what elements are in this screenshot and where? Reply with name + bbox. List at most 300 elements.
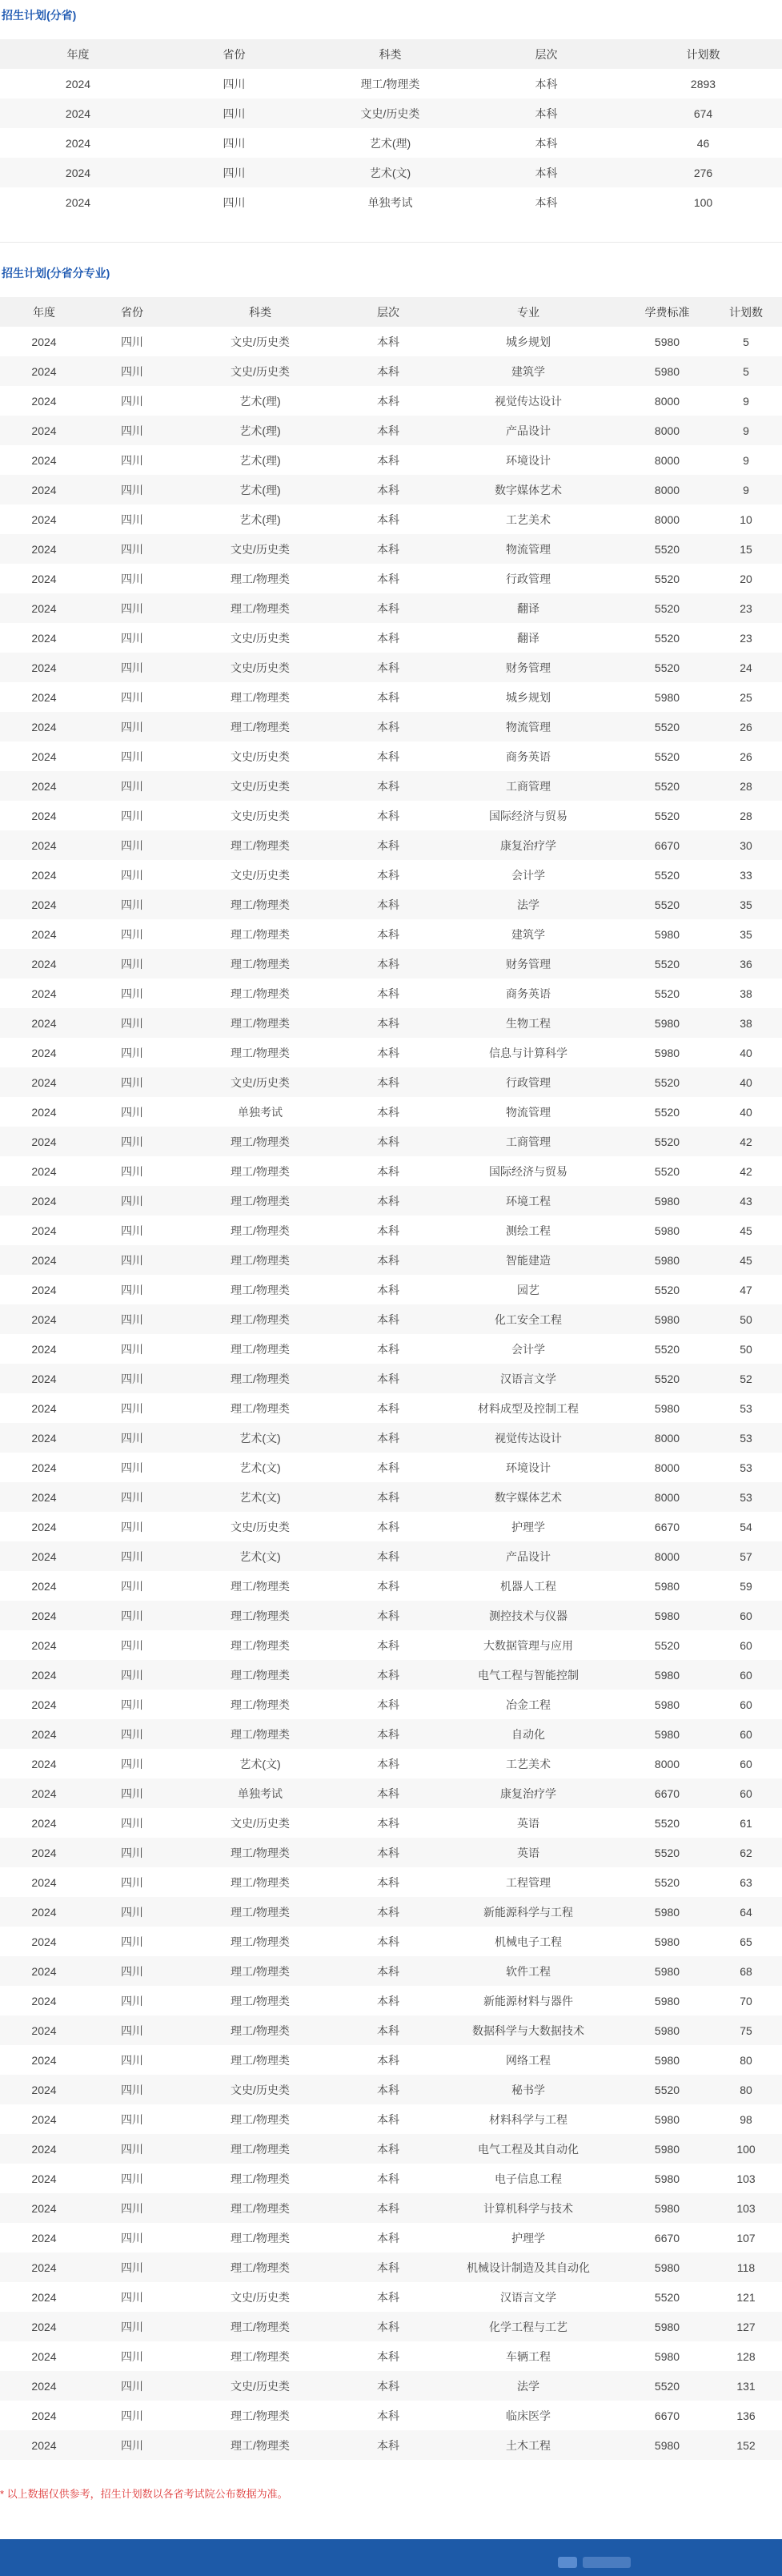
table-row [0, 1304, 782, 1334]
table-cell: 四川 [121, 1816, 143, 1830]
table-cell: 100 [710, 2134, 782, 2164]
table-cell: 四川 [88, 1956, 176, 1986]
table-cell: 2024 [31, 809, 57, 822]
table-cell: 本科 [377, 809, 399, 822]
table-cell: 2024 [0, 2371, 88, 2401]
table-cell: 理工/物理类 [176, 1186, 344, 1216]
table-cell: 5980 [624, 1897, 710, 1927]
table-cell: 6670 [624, 1778, 710, 1808]
table-cell: 本科 [377, 1046, 399, 1059]
table-cell: 理工/物理类 [231, 1046, 290, 1059]
table-cell: 8000 [654, 512, 680, 526]
table-cell: 5520 [624, 1127, 710, 1156]
table-cell: 276 [624, 158, 782, 187]
table-cell: 视觉传达设计 [432, 1423, 624, 1453]
table-cell: 理工/物理类 [231, 690, 290, 704]
table-cell: 本科 [377, 987, 399, 1000]
table-cell: 理工/物理类 [176, 830, 344, 860]
table-cell: 艺术(理) [239, 453, 281, 467]
table-row [0, 979, 782, 1008]
table-cell: 15 [710, 534, 782, 564]
section-divider [0, 242, 782, 243]
table-cell: 118 [710, 2252, 782, 2282]
table-cell: 10 [740, 512, 752, 526]
table-cell: 26 [740, 749, 752, 763]
table-cell: 四川 [88, 1482, 176, 1512]
table-cell: 26 [710, 712, 782, 741]
table-cell: 四川 [223, 77, 246, 90]
table-cell: 2024 [0, 1304, 88, 1334]
table-cell: 2024 [31, 2112, 57, 2126]
table-cell: 5980 [654, 1698, 680, 1711]
table-cell: 50 [710, 1304, 782, 1334]
table-cell: 本科 [344, 356, 432, 386]
table-cell: 6670 [624, 830, 710, 860]
table-cell: 2024 [31, 1461, 57, 1474]
table-cell: 国际经济与贸易 [489, 809, 567, 822]
table-cell: 本科 [377, 1401, 399, 1415]
table-cell: 艺术(文) [176, 1541, 344, 1571]
table-cell: 理工/物理类 [176, 2015, 344, 2045]
table-row [0, 1245, 782, 1275]
table-cell: 四川 [88, 1008, 176, 1038]
table-cell: 四川 [88, 830, 176, 860]
table-cell: 40 [740, 1046, 752, 1059]
table-cell: 100 [693, 195, 713, 209]
table-cell: 法学 [432, 890, 624, 919]
table-cell: 本科 [344, 1778, 432, 1808]
table-cell: 5980 [624, 2134, 710, 2164]
table-cell: 信息与计算科学 [489, 1046, 567, 1059]
table-row [0, 801, 782, 830]
table-cell: 5980 [654, 2053, 680, 2067]
table-row [0, 2193, 782, 2223]
section-title-by-major: 招生计划(分省分专业) [2, 267, 110, 279]
table-cell: 四川 [88, 949, 176, 979]
table-row [0, 1867, 782, 1897]
table-row [0, 653, 782, 682]
table-cell: 理工/物理类 [231, 1875, 290, 1889]
table-cell: 本科 [377, 1105, 399, 1119]
table-cell: 财务管理 [432, 949, 624, 979]
table-cell: 5520 [624, 534, 710, 564]
table-cell: 5980 [654, 1935, 680, 1948]
table-cell: 艺术(理) [369, 136, 411, 150]
table-cell: 理工/物理类 [176, 712, 344, 741]
table-cell: 本科 [344, 1186, 432, 1216]
table-cell: 四川 [88, 2430, 176, 2460]
table-cell: 四川 [88, 534, 176, 564]
table-cell: 文史/历史类 [176, 653, 344, 682]
table-cell: 2024 [31, 1875, 57, 1889]
table-cell: 2024 [31, 512, 57, 526]
table-cell: 80 [710, 2075, 782, 2104]
table-cell: 理工/物理类 [231, 2172, 290, 2185]
table-row [0, 830, 782, 860]
table-row [0, 1453, 782, 1482]
table-row [0, 2282, 782, 2312]
table-row [0, 1216, 782, 1245]
table-cell: 33 [740, 868, 752, 882]
table-cell: 本科 [377, 1461, 399, 1474]
table-cell: 四川 [121, 2112, 143, 2126]
table-cell: 文史/历史类 [176, 1067, 344, 1097]
table-cell: 2024 [0, 2193, 88, 2223]
table-cell: 5980 [624, 2312, 710, 2341]
table-cell: 5520 [624, 712, 710, 741]
table-cell: 5980 [654, 335, 680, 348]
table-row [0, 1127, 782, 1156]
table-cell: 文史/历史类 [231, 1520, 290, 1533]
table-cell: 汉语言文学 [432, 1364, 624, 1393]
table-cell: 本科 [377, 1875, 399, 1889]
table-cell: 理工/物理类 [231, 1283, 290, 1296]
table-cell: 本科 [344, 1601, 432, 1630]
table-row [0, 356, 782, 386]
table-cell: 2024 [0, 2312, 88, 2341]
table-cell: 2024 [0, 1008, 88, 1038]
table-cell: 四川 [88, 356, 176, 386]
table-cell: 电气工程及其自动化 [432, 2134, 624, 2164]
table-cell: 四川 [121, 1875, 143, 1889]
table-cell: 理工/物理类 [231, 1638, 290, 1652]
table-cell: 本科 [535, 136, 558, 150]
table-cell: 2024 [31, 631, 57, 645]
table-cell: 文史/历史类 [231, 868, 290, 882]
table-cell: 理工/物理类 [176, 1956, 344, 1986]
table-cell: 四川 [88, 1719, 176, 1749]
table-cell: 四川 [121, 809, 143, 822]
table-cell: 52 [710, 1364, 782, 1393]
province-plan-table [0, 39, 782, 217]
table-cell: 2024 [31, 1520, 57, 1533]
table-cell: 四川 [121, 453, 143, 467]
table-cell: 本科 [344, 2075, 432, 2104]
table-cell: 2024 [0, 1541, 88, 1571]
table-cell: 5520 [654, 1342, 680, 1356]
table-cell: 5520 [654, 809, 680, 822]
table-cell: 理工/物理类 [231, 2112, 290, 2126]
table-cell: 理工/物理类 [176, 2193, 344, 2223]
section-title-by-province: 招生计划(分省) [2, 9, 77, 22]
table-cell: 2024 [31, 749, 57, 763]
table-cell: 128 [736, 2349, 756, 2363]
table-cell: 四川 [88, 1423, 176, 1453]
table-cell: 理工/物理类 [176, 2430, 344, 2460]
table-cell: 四川 [88, 593, 176, 623]
table-cell: 四川 [88, 1660, 176, 1690]
table-cell: 2024 [0, 1482, 88, 1512]
table-cell: 会计学 [511, 1342, 545, 1356]
table-cell: 理工/物理类 [176, 1008, 344, 1038]
table-cell: 艺术(文) [176, 1482, 344, 1512]
table-cell: 本科 [344, 1897, 432, 1927]
table-row [0, 2015, 782, 2045]
table-cell: 本科 [344, 771, 432, 801]
table-cell: 物流管理 [506, 1105, 551, 1119]
table-cell: 环境设计 [506, 1461, 551, 1474]
table-cell: 47 [740, 1283, 752, 1296]
table-cell: 5980 [624, 1008, 710, 1038]
table-cell: 本科 [377, 1164, 399, 1178]
table-cell: 2024 [31, 1164, 57, 1178]
table-row [0, 1986, 782, 2015]
table-cell: 28 [710, 771, 782, 801]
table-cell: 本科 [377, 453, 399, 467]
table-cell: 60 [710, 1778, 782, 1808]
table-cell: 生物工程 [432, 1008, 624, 1038]
table-cell: 2024 [31, 1283, 57, 1296]
table-cell: 5520 [624, 890, 710, 919]
table-cell: 四川 [121, 1224, 143, 1237]
table-cell: 2024 [31, 987, 57, 1000]
table-cell: 新能源科学与工程 [432, 1897, 624, 1927]
table-cell: 60 [740, 1638, 752, 1652]
table-cell: 冶金工程 [506, 1698, 551, 1711]
table-cell: 2024 [31, 335, 57, 348]
table-cell: 2024 [31, 2349, 57, 2363]
table-cell: 60 [710, 1601, 782, 1630]
table-cell: 2024 [0, 1897, 88, 1927]
table-cell: 本科 [377, 1935, 399, 1948]
table-cell: 2024 [0, 1660, 88, 1690]
column-header: 科类 [312, 39, 468, 69]
table-cell: 8000 [624, 1423, 710, 1453]
table-cell: 2024 [0, 2134, 88, 2164]
table-cell: 152 [710, 2430, 782, 2460]
table-cell: 2024 [0, 1601, 88, 1630]
table-row [0, 2341, 782, 2371]
table-cell: 材料成型及控制工程 [478, 1401, 579, 1415]
table-row [0, 593, 782, 623]
table-cell: 建筑学 [511, 927, 545, 941]
table-cell: 理工/物理类 [231, 2409, 290, 2422]
table-cell: 工商管理 [432, 1127, 624, 1156]
table-cell: 5980 [624, 2252, 710, 2282]
table-row [0, 1660, 782, 1690]
table-cell: 5980 [654, 1579, 680, 1593]
table-cell: 38 [740, 987, 752, 1000]
table-cell: 2024 [65, 195, 91, 209]
table-cell: 理工/物理类 [231, 1342, 290, 1356]
table-row [0, 445, 782, 475]
table-cell: 本科 [377, 927, 399, 941]
table-row [0, 1097, 782, 1127]
table-cell: 四川 [88, 475, 176, 504]
table-cell: 2893 [690, 77, 716, 90]
table-cell: 35 [740, 927, 752, 941]
table-cell: 5520 [624, 949, 710, 979]
table-cell: 四川 [121, 1164, 143, 1178]
table-cell: 24 [710, 653, 782, 682]
table-cell: 翻译 [517, 631, 539, 645]
table-cell: 四川 [121, 2172, 143, 2185]
table-row [0, 2164, 782, 2193]
table-cell: 本科 [344, 1719, 432, 1749]
table-cell: 艺术(文) [312, 158, 468, 187]
table-cell: 理工/物理类 [176, 1838, 344, 1867]
table-cell: 文史/历史类 [176, 2371, 344, 2401]
table-cell: 四川 [88, 1245, 176, 1275]
table-cell: 四川 [121, 987, 143, 1000]
table-cell: 5520 [624, 1067, 710, 1097]
table-cell: 文史/历史类 [231, 1816, 290, 1830]
table-cell: 理工/物理类 [231, 1698, 290, 1711]
table-cell: 2024 [0, 830, 88, 860]
table-cell: 2024 [0, 2430, 88, 2460]
table-row [0, 2075, 782, 2104]
table-cell: 8000 [654, 453, 680, 467]
table-cell: 工艺美术 [506, 1757, 551, 1770]
table-cell: 2024 [31, 868, 57, 882]
column-header: 专业 [432, 297, 624, 327]
table-cell: 英语 [517, 1816, 539, 1830]
table-cell: 四川 [88, 1127, 176, 1156]
table-cell: 四川 [121, 2231, 143, 2244]
table-cell: 本科 [344, 1008, 432, 1038]
table-row [0, 1601, 782, 1630]
table-cell: 单独考试 [238, 1105, 283, 1119]
table-cell: 5980 [654, 2112, 680, 2126]
table-cell: 8000 [624, 1482, 710, 1512]
table-cell: 40 [710, 1067, 782, 1097]
table-cell: 本科 [344, 1067, 432, 1097]
table-cell: 艺术(理) [176, 475, 344, 504]
table-cell: 四川 [121, 2349, 143, 2363]
table-cell: 理工/物理类 [176, 2252, 344, 2282]
table-cell: 121 [736, 2290, 756, 2304]
table-cell: 9 [743, 453, 749, 467]
table-cell: 98 [740, 2112, 752, 2126]
table-cell: 测控技术与仪器 [432, 1601, 624, 1630]
table-row [0, 623, 782, 653]
table-cell: 53 [740, 1461, 752, 1474]
table-row [0, 1630, 782, 1660]
table-cell: 城乡规划 [506, 690, 551, 704]
table-cell: 5980 [654, 1994, 680, 2007]
column-header: 计划数 [710, 297, 782, 327]
table-cell: 5520 [654, 2290, 680, 2304]
table-row [0, 1186, 782, 1216]
table-cell: 5980 [624, 1304, 710, 1334]
table-cell: 2024 [31, 453, 57, 467]
table-cell: 理工/物理类 [231, 1164, 290, 1178]
table-cell: 四川 [88, 2015, 176, 2045]
table-cell: 四川 [121, 690, 143, 704]
table-cell: 2024 [0, 1245, 88, 1275]
table-row [0, 327, 782, 356]
table-cell: 本科 [377, 512, 399, 526]
table-row [0, 1067, 782, 1097]
table-cell: 5980 [654, 690, 680, 704]
table-cell: 53 [710, 1482, 782, 1512]
table-cell: 本科 [377, 2290, 399, 2304]
table-row [0, 1423, 782, 1453]
table-cell: 本科 [377, 1698, 399, 1711]
table-cell: 2024 [31, 2409, 57, 2422]
table-cell: 四川 [121, 1698, 143, 1711]
table-cell: 四川 [121, 2053, 143, 2067]
footer-blurred-text [583, 2557, 631, 2568]
table-cell: 财务管理 [432, 653, 624, 682]
table-cell: 艺术(文) [176, 1423, 344, 1453]
table-cell: 2024 [0, 1067, 88, 1097]
table-cell: 本科 [344, 416, 432, 445]
table-row [0, 1038, 782, 1067]
table-cell: 60 [710, 1660, 782, 1690]
table-cell: 理工/物理类 [231, 2053, 290, 2067]
table-cell: 法学 [432, 2371, 624, 2401]
table-row [0, 741, 782, 771]
table-cell: 四川 [121, 1579, 143, 1593]
table-cell: 2024 [0, 98, 156, 128]
table-cell: 四川 [121, 1461, 143, 1474]
table-cell: 四川 [88, 2134, 176, 2164]
table-cell: 2024 [65, 136, 91, 150]
table-cell: 5520 [654, 572, 680, 585]
table-cell: 2024 [0, 2252, 88, 2282]
table-cell: 园艺 [517, 1283, 539, 1296]
table-cell: 2024 [0, 949, 88, 979]
table-cell: 5 [710, 356, 782, 386]
table-cell: 四川 [88, 1186, 176, 1216]
table-cell: 5520 [654, 1164, 680, 1178]
table-row [0, 1512, 782, 1541]
table-row [0, 2223, 782, 2252]
table-cell: 本科 [377, 749, 399, 763]
table-cell: 艺术(文) [239, 1757, 281, 1770]
table-cell: 本科 [344, 475, 432, 504]
table-cell: 本科 [344, 830, 432, 860]
table-cell: 理工/物理类 [176, 1660, 344, 1690]
table-row [0, 1897, 782, 1927]
table-cell: 理工/物理类 [176, 1719, 344, 1749]
table-cell: 产品设计 [432, 416, 624, 445]
table-cell: 2024 [31, 1046, 57, 1059]
column-header: 层次 [468, 39, 624, 69]
table-cell: 9 [743, 394, 749, 408]
table-cell: 5980 [624, 356, 710, 386]
table-cell: 四川 [121, 1401, 143, 1415]
table-cell: 本科 [344, 1245, 432, 1275]
table-cell: 土木工程 [432, 2430, 624, 2460]
table-cell: 6670 [654, 2409, 680, 2422]
table-cell: 本科 [377, 1342, 399, 1356]
table-cell: 30 [710, 830, 782, 860]
table-cell: 文史/历史类 [231, 809, 290, 822]
table-cell: 城乡规划 [506, 335, 551, 348]
table-cell: 2024 [0, 1186, 88, 1216]
table-cell: 23 [740, 631, 752, 645]
table-row [0, 1008, 782, 1038]
table-cell: 四川 [88, 771, 176, 801]
table-cell: 商务英语 [506, 987, 551, 1000]
table-cell: 本科 [344, 890, 432, 919]
table-cell: 理工/物理类 [176, 1127, 344, 1156]
table-row [0, 534, 782, 564]
table-cell: 36 [710, 949, 782, 979]
table-cell: 计算机科学与技术 [432, 2193, 624, 2223]
table-cell: 本科 [344, 1423, 432, 1453]
table-row [0, 1927, 782, 1956]
table-cell: 四川 [88, 712, 176, 741]
table-cell: 理工/物理类 [176, 1601, 344, 1630]
table-cell: 5980 [654, 1401, 680, 1415]
table-cell: 2024 [0, 534, 88, 564]
table-cell: 53 [740, 1401, 752, 1415]
table-cell: 四川 [88, 2075, 176, 2104]
table-cell: 商务英语 [506, 749, 551, 763]
